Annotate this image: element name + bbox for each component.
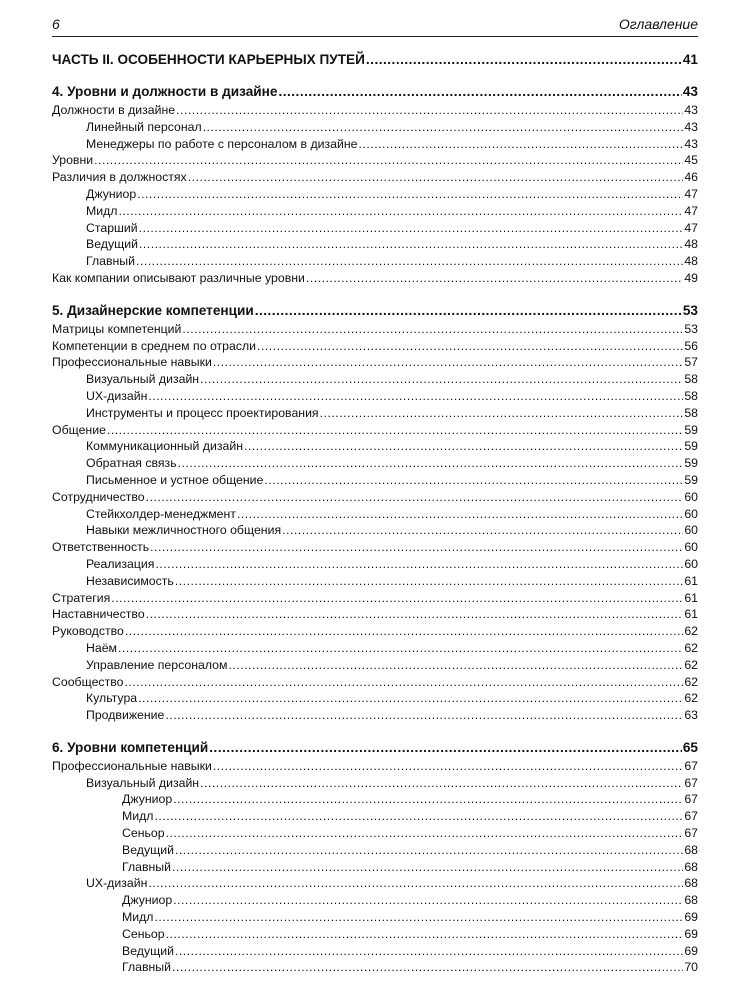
- toc-entry-page: 49: [684, 270, 698, 285]
- toc-subsubentry[interactable]: [52, 909, 698, 926]
- toc-entry-page: 61: [684, 607, 698, 622]
- toc-entry-page: 62: [684, 657, 698, 672]
- toc-entry-page: 62: [684, 674, 698, 689]
- toc-entry-page: 69: [684, 910, 698, 925]
- dot-leader: [173, 892, 683, 909]
- toc-entry-title: Руководство: [52, 624, 124, 639]
- dot-leader: [264, 472, 683, 489]
- dot-leader: [203, 119, 684, 136]
- toc-subsubentry[interactable]: [52, 959, 698, 976]
- toc-entry-page: 47: [684, 220, 698, 235]
- dot-leader: [366, 50, 682, 70]
- toc-entry[interactable]: [52, 623, 698, 640]
- toc-entry-title: Джуниор: [122, 792, 173, 807]
- toc-entry[interactable]: [52, 758, 698, 775]
- dot-leader: [137, 186, 683, 203]
- toc-entry-title: Наём: [86, 640, 118, 655]
- dot-leader: [359, 136, 684, 153]
- toc-entry-title: Сообщество: [52, 674, 124, 689]
- toc-entry-page: 53: [682, 302, 698, 318]
- toc-entry-page: 43: [684, 103, 698, 117]
- toc-entry-page: 67: [684, 826, 698, 841]
- toc-entry-title: Главный: [86, 254, 136, 269]
- toc-entry-title: UX-дизайн: [86, 388, 148, 403]
- toc-entry-page: 62: [684, 691, 698, 706]
- toc-subentry[interactable]: [52, 556, 698, 573]
- dot-leader: [173, 791, 683, 808]
- dot-leader: [176, 102, 683, 119]
- toc-entry-title: Джуниор: [86, 186, 137, 201]
- toc-entry-page: 57: [684, 355, 698, 370]
- toc-entry-title: Визуальный дизайн: [86, 372, 200, 387]
- toc-subentry[interactable]: [52, 119, 698, 136]
- toc-entry-title: Визуальный дизайн: [86, 775, 200, 790]
- dot-leader: [155, 556, 683, 573]
- toc-subentry[interactable]: [52, 875, 698, 892]
- toc-entry-title: Ответственность: [52, 540, 150, 555]
- toc-subentry[interactable]: [52, 522, 698, 539]
- toc-entry[interactable]: [52, 338, 698, 355]
- toc-entry-title: Как компании описывают различные уровни: [52, 270, 305, 285]
- toc-entry-title: Ведущий: [86, 237, 138, 252]
- toc-entry-title: Реализация: [86, 556, 155, 571]
- dot-leader: [154, 808, 683, 825]
- toc-subentry[interactable]: [52, 405, 698, 422]
- toc-entry-title: Стратегия: [52, 590, 111, 605]
- toc-entry-title: Культура: [86, 691, 138, 706]
- toc-subsubentry[interactable]: [52, 926, 698, 943]
- toc-entry-page: 63: [684, 708, 698, 723]
- dot-leader: [213, 354, 683, 371]
- toc-entry-title: Матрицы компетенций: [52, 321, 182, 336]
- toc-entry-page: 48: [684, 237, 698, 252]
- toc-subentry[interactable]: [52, 690, 698, 707]
- toc-subentry[interactable]: [52, 203, 698, 220]
- toc-entry-title: Профессиональные навыки: [52, 355, 212, 370]
- toc-entry[interactable]: [52, 169, 698, 186]
- toc-entry[interactable]: [52, 422, 698, 439]
- toc-entry-page: 59: [684, 422, 698, 437]
- dot-leader: [213, 758, 683, 775]
- dot-leader: [165, 707, 683, 724]
- toc-entry-page: 46: [684, 170, 698, 185]
- dot-leader: [209, 738, 682, 758]
- dot-leader: [188, 169, 684, 186]
- table-of-contents: [52, 50, 698, 976]
- toc-subentry[interactable]: [52, 371, 698, 388]
- toc-entry-page: 60: [684, 489, 698, 504]
- dot-leader: [172, 859, 683, 876]
- toc-subentry[interactable]: [52, 775, 698, 792]
- toc-entry-title: Компетенции в среднем по отрасли: [52, 338, 257, 353]
- toc-entry-title: Уровни: [52, 153, 94, 168]
- toc-entry-title: Профессиональные навыки: [52, 758, 212, 773]
- toc-entry[interactable]: [52, 489, 698, 506]
- toc-entry-title: Различия в должностях: [52, 170, 187, 185]
- toc-entry-title: Письменное и устное общение: [86, 472, 264, 487]
- toc-entry-page: 67: [684, 809, 698, 824]
- page-number: 6: [52, 16, 60, 32]
- dot-leader: [178, 455, 684, 472]
- dot-leader: [118, 203, 683, 220]
- toc-entry-page: 58: [684, 405, 698, 420]
- dot-leader: [154, 909, 683, 926]
- dot-leader: [200, 775, 683, 792]
- toc-entry-page: 47: [684, 203, 698, 218]
- toc-subentry[interactable]: [52, 253, 698, 270]
- dot-leader: [175, 573, 683, 590]
- toc-entry-title: Общение: [52, 422, 106, 437]
- toc-entry-page: 43: [684, 136, 698, 151]
- toc-subentry[interactable]: [52, 236, 698, 253]
- toc-entry-page: 62: [684, 640, 698, 655]
- toc-entry-page: 59: [684, 456, 698, 471]
- toc-subentry[interactable]: [52, 388, 698, 405]
- dot-leader: [166, 926, 684, 943]
- dot-leader: [200, 371, 683, 388]
- toc-subentry[interactable]: [52, 707, 698, 724]
- toc-subsubentry[interactable]: [52, 825, 698, 842]
- toc-entry-title: Сеньор: [122, 826, 165, 841]
- dot-leader: [228, 657, 683, 674]
- dot-leader: [175, 943, 683, 960]
- toc-entry[interactable]: [52, 539, 698, 556]
- dot-leader: [138, 690, 683, 707]
- toc-entry-page: 67: [684, 775, 698, 790]
- toc-subentry[interactable]: [52, 657, 698, 674]
- toc-entry-page: 60: [684, 523, 698, 538]
- dot-leader: [118, 640, 683, 657]
- toc-entry[interactable]: [52, 354, 698, 371]
- toc-entry[interactable]: [52, 321, 698, 338]
- toc-entry-title: 6. Уровни компетенций: [52, 739, 209, 755]
- toc-subentry[interactable]: [52, 438, 698, 455]
- toc-entry-title: Коммуникационный дизайн: [86, 439, 243, 454]
- toc-entry-title: Сотрудничество: [52, 489, 145, 504]
- toc-entry-page: 70: [684, 960, 698, 975]
- toc-entry-title: Мидл: [86, 203, 118, 218]
- dot-leader: [125, 623, 683, 640]
- toc-entry-page: 58: [684, 388, 698, 403]
- toc-entry-page: 47: [684, 186, 698, 201]
- toc-entry[interactable]: [52, 152, 698, 169]
- toc-entry-title: Инструменты и процесс проектирования: [86, 405, 319, 420]
- dot-leader: [107, 422, 683, 439]
- dot-leader: [244, 438, 683, 455]
- toc-entry-page: 68: [684, 859, 698, 874]
- toc-subentry[interactable]: [52, 455, 698, 472]
- toc-entry-page: 43: [682, 84, 698, 99]
- dot-leader: [166, 825, 684, 842]
- toc-entry[interactable]: [52, 270, 698, 287]
- section-gap: [52, 287, 698, 297]
- toc-entry-title: Ведущий: [122, 842, 174, 857]
- dot-leader: [150, 539, 683, 556]
- toc-entry-title: Старший: [86, 220, 138, 235]
- toc-entry-title: Главный: [122, 960, 172, 975]
- toc-entry-title: 5. Дизайнерские компетенции: [52, 302, 254, 318]
- running-title: Оглавление: [618, 16, 698, 32]
- dot-leader: [282, 522, 683, 539]
- toc-entry-title: Независимость: [86, 573, 174, 588]
- toc-subentry[interactable]: [52, 220, 698, 237]
- dot-leader: [237, 506, 683, 523]
- toc-subentry[interactable]: [52, 186, 698, 203]
- dot-leader: [175, 842, 683, 859]
- page-header: [52, 14, 698, 37]
- toc-chapter-heading[interactable]: [52, 738, 698, 758]
- toc-entry-title: 4. Уровни и должности в дизайне: [52, 84, 278, 99]
- section-gap: [52, 724, 698, 734]
- dot-leader: [148, 875, 683, 892]
- dot-leader: [146, 489, 684, 506]
- toc-entry-page: 62: [684, 624, 698, 639]
- toc-entry-title: Наставничество: [52, 607, 145, 622]
- toc-entry-title: Мидл: [122, 809, 154, 824]
- toc-subentry[interactable]: [52, 506, 698, 523]
- toc-entry-page: 58: [684, 372, 698, 387]
- dot-leader: [139, 236, 683, 253]
- toc-chapter-heading[interactable]: [52, 301, 698, 321]
- toc-subsubentry[interactable]: [52, 943, 698, 960]
- toc-entry-title: Обратная связь: [86, 456, 177, 471]
- dot-leader: [136, 253, 683, 270]
- toc-entry-page: 69: [684, 943, 698, 958]
- dot-leader: [111, 590, 683, 607]
- toc-entry-title: Главный: [122, 859, 172, 874]
- toc-entry-page: 65: [682, 739, 698, 755]
- toc-subentry[interactable]: [52, 136, 698, 153]
- toc-subsubentry[interactable]: [52, 808, 698, 825]
- toc-entry-page: 45: [684, 153, 698, 168]
- toc-entry-title: UX-дизайн: [86, 876, 148, 891]
- toc-entry-page: 69: [684, 926, 698, 941]
- toc-entry-page: 61: [684, 590, 698, 605]
- dot-leader: [278, 82, 681, 102]
- toc-subentry[interactable]: [52, 640, 698, 657]
- toc-entry-title: Должности в дизайне: [52, 103, 176, 117]
- toc-entry-page: 60: [684, 540, 698, 555]
- toc-subsubentry[interactable]: [52, 791, 698, 808]
- dot-leader: [306, 270, 683, 287]
- dot-leader: [148, 388, 683, 405]
- toc-entry[interactable]: [52, 674, 698, 691]
- toc-entry-title: Продвижение: [86, 708, 165, 723]
- toc-entry-page: 60: [684, 556, 698, 571]
- toc-entry-page: 67: [684, 792, 698, 807]
- toc-subsubentry[interactable]: [52, 892, 698, 909]
- dot-leader: [124, 674, 683, 691]
- dot-leader: [320, 405, 684, 422]
- toc-subsubentry[interactable]: [52, 842, 698, 859]
- toc-subentry[interactable]: [52, 573, 698, 590]
- toc-subsubentry[interactable]: [52, 859, 698, 876]
- toc-entry-page: 56: [684, 338, 698, 353]
- toc-entry-title: Джуниор: [122, 893, 173, 908]
- toc-entry[interactable]: [52, 606, 698, 623]
- toc-subentry[interactable]: [52, 472, 698, 489]
- toc-entry-page: 68: [684, 876, 698, 891]
- dot-leader: [94, 152, 683, 169]
- toc-entry-page: 59: [684, 439, 698, 454]
- toc-entry[interactable]: [52, 102, 698, 119]
- toc-entry-title: Линейный персонал: [86, 119, 202, 134]
- toc-entry-page: 48: [684, 254, 698, 269]
- toc-entry[interactable]: [52, 590, 698, 607]
- dot-leader: [182, 321, 683, 338]
- toc-entry-page: 53: [684, 321, 698, 336]
- dot-leader: [139, 220, 684, 237]
- toc-entry-title: ЧАСТЬ II. ОСОБЕННОСТИ КАРЬЕРНЫХ ПУТЕЙ: [52, 52, 365, 67]
- toc-part-heading[interactable]: [52, 50, 698, 70]
- toc-entry-title: Ведущий: [122, 943, 174, 958]
- toc-entry-title: Управление персоналом: [86, 657, 228, 672]
- toc-entry-page: 68: [684, 893, 698, 908]
- toc-entry-page: 60: [684, 506, 698, 521]
- toc-entry-page: 61: [684, 573, 698, 588]
- toc-entry-page: 67: [684, 758, 698, 773]
- toc-entry-title: Стейкхолдер-менеджмент: [86, 506, 236, 521]
- dot-leader: [255, 301, 682, 321]
- toc-entry-page: 68: [684, 842, 698, 857]
- toc-chapter-heading[interactable]: [52, 82, 698, 102]
- dot-leader: [257, 338, 683, 355]
- toc-entry-page: 43: [684, 119, 698, 134]
- dot-leader: [146, 606, 684, 623]
- toc-entry-page: 41: [682, 52, 698, 67]
- toc-entry-title: Навыки межличностного общения: [86, 523, 282, 538]
- toc-entry-page: 59: [684, 472, 698, 487]
- toc-entry-title: Менеджеры по работе с персоналом в дизайне: [86, 136, 358, 151]
- toc-entry-title: Сеньор: [122, 926, 165, 941]
- toc-entry-title: Мидл: [122, 910, 154, 925]
- dot-leader: [172, 959, 683, 976]
